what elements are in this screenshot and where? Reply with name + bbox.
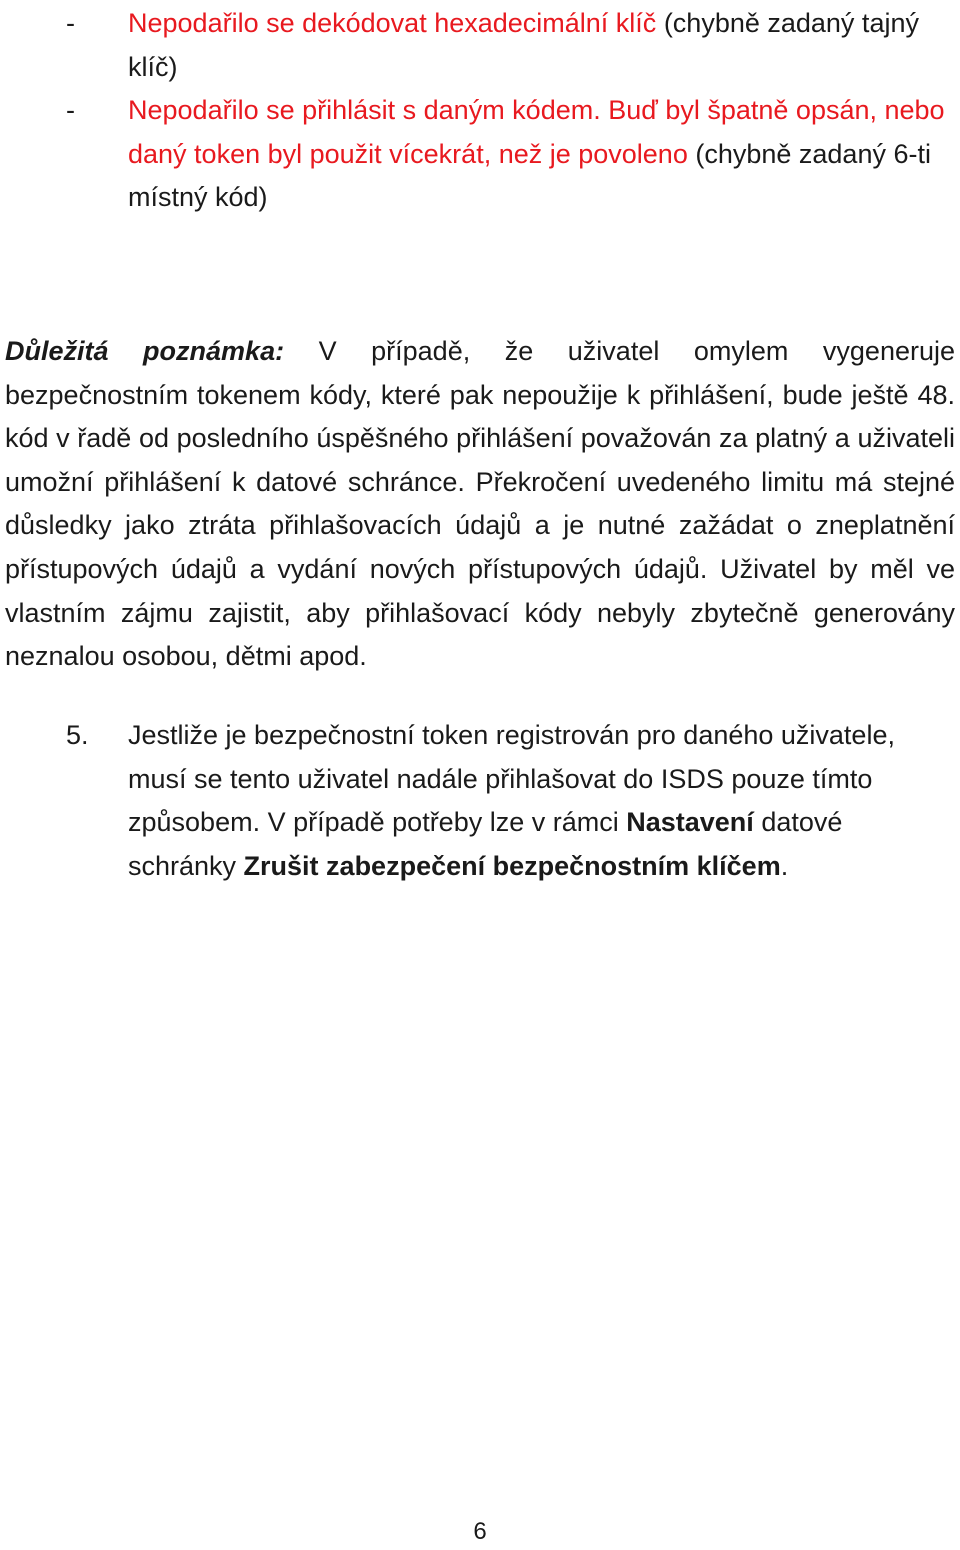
item-text: Jestliže je bezpečnostní token registrován pro daného uživatele, musí se tento uživatel nadále přihlašovat do ISDS pouze tímto způsobem. V případě potřeby lze v rámci xyxy=(128,720,895,837)
error-explanation: (chybně zadaný tajný klíč) xyxy=(128,8,919,82)
error-explanation: (chybně zadaný 6-ti místný kód) xyxy=(128,138,931,212)
bullet-marker: - xyxy=(66,95,75,125)
important-note-text: V případě, že uživatel omylem vygeneruje bezpečnostním tokenem kódy, které pak nepoužije k přihlášení, bude ještě 48. kód v řadě od posledního úspěšného přihlášení považován za platný a uživateli umožní přihlášení k datové schránce. Překročení uvedeného limitu má stejné důsledky jako ztráta přihlašovacích údajů a je nutné zažádat o zneplatnění přístupových údajů a vydání nových přístupových údajů. Uživatel by měl ve vlastním zájmu zajistit, aby přihlašovací kódy nebyly zbytečně generovány neznalou osobou, dětmi apod. xyxy=(5,336,955,672)
error-message-text: Nepodařilo se dekódovat hexadecimální klíč xyxy=(128,8,657,38)
list-item xyxy=(0,2,960,89)
numbered-list xyxy=(0,714,960,888)
disable-key-security-term: Zrušit zabezpečení bezpečnostním klíčem xyxy=(243,850,781,881)
item-text: . xyxy=(780,850,789,881)
important-note-label: Důležitá poznámka: xyxy=(5,336,285,366)
page-number: 6 xyxy=(473,1518,487,1545)
bullet-marker: - xyxy=(66,8,75,38)
numbered-list-item xyxy=(0,714,960,888)
error-message-text: Nepodařilo se přihlásit s daným kódem. Buď byl špatně opsán, nebo daný token byl použit vícekrát, než je povoleno xyxy=(128,95,945,169)
error-message-list xyxy=(0,2,960,220)
item-text: datové schránky xyxy=(128,807,843,881)
list-number: 5. xyxy=(66,720,89,750)
important-note-paragraph xyxy=(5,330,955,679)
list-item xyxy=(0,89,960,220)
settings-term: Nastavení xyxy=(626,807,754,837)
